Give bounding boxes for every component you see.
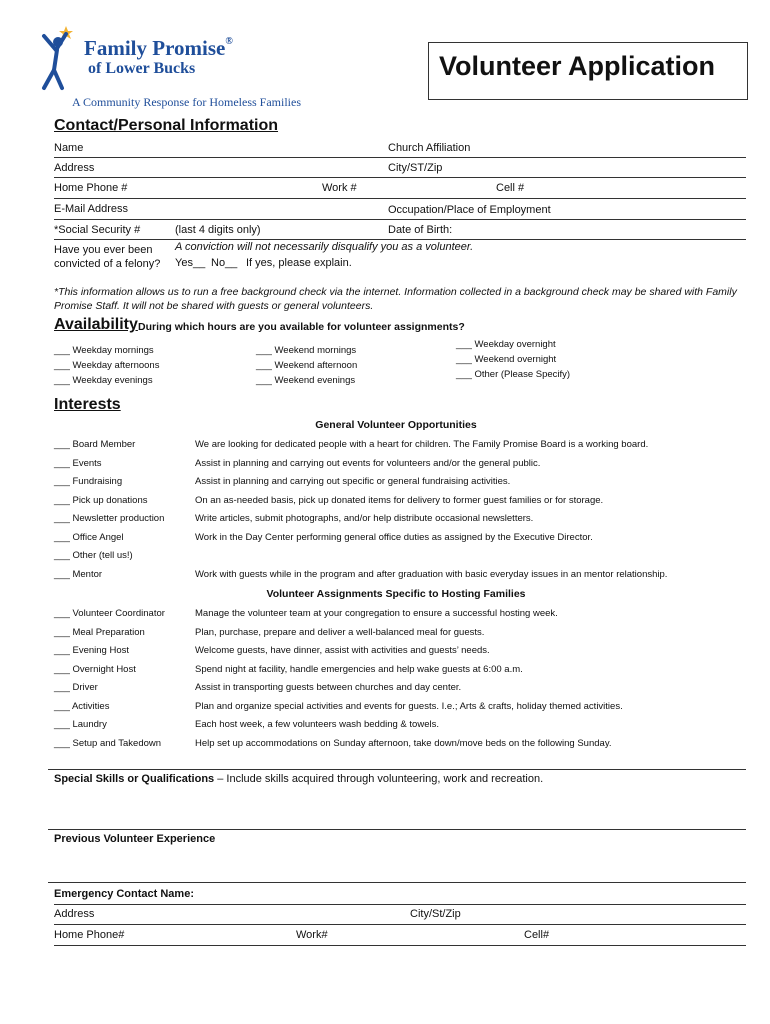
occupation-field-label[interactable]: Occupation/Place of Employment bbox=[388, 204, 551, 216]
divider bbox=[54, 945, 746, 946]
general-opportunities-heading: General Volunteer Opportunities bbox=[315, 419, 477, 431]
interest-option-description: Each host week, a few volunteers wash bedding & towels. bbox=[195, 719, 439, 730]
interests-heading: Interests bbox=[54, 396, 121, 413]
background-check-note-line2: Promise Staff. It will not be shared with guests or general volunteers. bbox=[54, 300, 374, 312]
emergency-contact-field-label[interactable]: Emergency Contact Name: bbox=[54, 888, 194, 900]
felony-question-line2: convicted of a felony? bbox=[54, 258, 161, 270]
interest-option-label[interactable]: ___ Laundry bbox=[54, 719, 107, 730]
ssn-hint: (last 4 digits only) bbox=[175, 224, 261, 236]
cell-phone-field-label[interactable]: Cell # bbox=[496, 182, 525, 194]
emergency-address-field-label[interactable]: Address bbox=[54, 908, 95, 920]
interest-option-description: Work in the Day Center performing general office duties as assigned by the Executive Director. bbox=[195, 531, 593, 543]
avail-weekday-mornings[interactable]: ___ Weekday mornings bbox=[54, 345, 154, 356]
avail-weekday-afternoons[interactable]: ___ Weekday afternoons bbox=[54, 360, 160, 371]
interest-option-label[interactable]: ___ Other (tell us!) bbox=[54, 550, 133, 561]
work-phone-field-label[interactable]: Work # bbox=[322, 182, 357, 194]
felony-no-option[interactable]: No__ bbox=[211, 257, 238, 269]
avail-other[interactable]: ___ Other (Please Specify) bbox=[456, 369, 571, 380]
email-field-label[interactable]: E-Mail Address bbox=[54, 203, 128, 215]
hosting-assignments-heading: Volunteer Assignments Specific to Hosting Families bbox=[266, 588, 526, 600]
interest-option-description: Spend night at facility, handle emergencies and help wake guests at 6:00 a.m. bbox=[195, 663, 523, 675]
felony-explain-label: If yes, please explain. bbox=[246, 257, 352, 269]
interest-option-label[interactable]: ___ Fundraising bbox=[54, 476, 123, 487]
special-skills-field-label[interactable]: Special Skills or Qualifications – Include skills acquired through volunteering, work and recreation. bbox=[54, 773, 544, 785]
background-check-note-line1: *This information allows us to run a free background check via the internet. Information collected in a background check may be shared with Family bbox=[54, 286, 737, 298]
divider bbox=[54, 239, 746, 240]
title-box bbox=[428, 42, 748, 100]
divider bbox=[48, 829, 746, 830]
interest-option-description: Help set up accommodations on Sunday afternoon, take down/move beds on the following Sunday. bbox=[195, 737, 612, 749]
interest-option-description: Manage the volunteer team at your congregation to ensure a successful hosting week. bbox=[195, 608, 558, 619]
emergency-cell-phone-field-label[interactable]: Cell# bbox=[524, 929, 550, 941]
interest-option-label[interactable]: ___ Office Angel bbox=[54, 531, 124, 543]
availability-heading: Availability bbox=[54, 316, 138, 333]
family-promise-logo-figure-icon bbox=[36, 22, 80, 94]
interest-option-description: Write articles, submit photographs, and/or help distribute occasional newsletters. bbox=[195, 513, 534, 524]
divider bbox=[54, 924, 746, 925]
interest-option-label[interactable]: ___ Setup and Takedown bbox=[54, 737, 162, 749]
contact-heading: Contact/Personal Information bbox=[54, 117, 279, 134]
divider bbox=[54, 177, 746, 178]
logo-name: Family Promise® bbox=[84, 36, 233, 60]
avail-weekend-afternoon[interactable]: ___ Weekend afternoon bbox=[256, 360, 358, 371]
interest-option-description: Work with guests while in the program and after graduation with basic everyday issues in an mentor relationship. bbox=[195, 568, 668, 580]
dob-field-label[interactable]: Date of Birth: bbox=[388, 224, 453, 236]
logo-tagline: A Community Response for Homeless Families bbox=[72, 95, 301, 109]
interest-option-label[interactable]: ___ Newsletter production bbox=[54, 513, 165, 524]
interest-option-description: Assist in transporting guests between churches and day center. bbox=[195, 682, 462, 693]
interest-option-description: Plan, purchase, prepare and deliver a well-balanced meal for guests. bbox=[195, 626, 485, 638]
avail-weekend-overnight[interactable]: ___ Weekend overnight bbox=[456, 354, 557, 365]
address-field-label[interactable]: Address bbox=[54, 162, 95, 174]
interest-option-label[interactable]: ___ Driver bbox=[54, 682, 98, 693]
felony-yes-option[interactable]: Yes__ bbox=[175, 257, 206, 269]
avail-weekday-overnight[interactable]: ___ Weekday overnight bbox=[456, 339, 556, 350]
interest-option-description: Assist in planning and carrying out events for volunteers and/or the general public. bbox=[195, 457, 541, 469]
name-field-label[interactable]: Name bbox=[54, 142, 84, 154]
ssn-field-label[interactable]: *Social Security # bbox=[54, 224, 141, 236]
interest-option-label[interactable]: ___ Meal Preparation bbox=[54, 626, 145, 638]
interest-option-description: We are looking for dedicated people with a heart for children. The Family Promise Board is a working board. bbox=[195, 439, 649, 450]
emergency-city-field-label[interactable]: City/St/Zip bbox=[410, 908, 461, 920]
divider bbox=[54, 904, 746, 905]
interest-option-description: On an as-needed basis, pick up donated items for delivery to former guest families or for storage. bbox=[195, 494, 604, 506]
divider bbox=[48, 769, 746, 770]
interest-option-label[interactable]: ___ Volunteer Coordinator bbox=[54, 608, 165, 619]
interest-option-label[interactable]: ___ Pick up donations bbox=[54, 494, 148, 506]
previous-experience-field-label[interactable]: Previous Volunteer Experience bbox=[54, 833, 216, 845]
avail-weekend-mornings[interactable]: ___ Weekend mornings bbox=[256, 345, 357, 356]
divider bbox=[54, 198, 746, 199]
interest-option-label[interactable]: ___ Board Member bbox=[54, 439, 136, 450]
interest-option-label[interactable]: ___ Activities bbox=[54, 700, 110, 712]
home-phone-field-label[interactable]: Home Phone # bbox=[54, 182, 128, 194]
availability-question: During which hours are you available for volunteer assignments? bbox=[138, 321, 465, 333]
interest-option-label[interactable]: ___ Events bbox=[54, 457, 102, 469]
interest-option-label[interactable]: ___ Mentor bbox=[54, 568, 103, 580]
interest-option-description: Welcome guests, have dinner, assist with activities and guests’ needs. bbox=[195, 645, 490, 656]
felony-note: A conviction will not necessarily disqualify you as a volunteer. bbox=[175, 241, 474, 253]
avail-weekend-evenings[interactable]: ___ Weekend evenings bbox=[256, 375, 356, 386]
divider bbox=[54, 219, 746, 220]
interest-option-description: Assist in planning and carrying out specific or general fundraising activities. bbox=[195, 476, 511, 487]
interest-option-description: Plan and organize special activities and events for guests. I.e.; Arts & crafts, holiday themed activities. bbox=[195, 700, 623, 712]
divider bbox=[48, 882, 746, 883]
interest-option-label[interactable]: ___ Evening Host bbox=[54, 645, 129, 656]
city-field-label[interactable]: City/ST/Zip bbox=[388, 162, 443, 174]
interest-option-label[interactable]: ___ Overnight Host bbox=[54, 663, 136, 675]
avail-weekday-evenings[interactable]: ___ Weekday evenings bbox=[54, 375, 153, 386]
page-title: Volunteer Application bbox=[439, 51, 716, 81]
emergency-home-phone-field-label[interactable]: Home Phone# bbox=[54, 929, 125, 941]
logo-subname: of Lower Bucks bbox=[88, 60, 196, 77]
felony-question-line1: Have you ever been bbox=[54, 244, 153, 256]
divider bbox=[54, 157, 746, 158]
church-field-label[interactable]: Church Affiliation bbox=[388, 142, 471, 154]
emergency-work-phone-field-label[interactable]: Work# bbox=[296, 929, 328, 941]
